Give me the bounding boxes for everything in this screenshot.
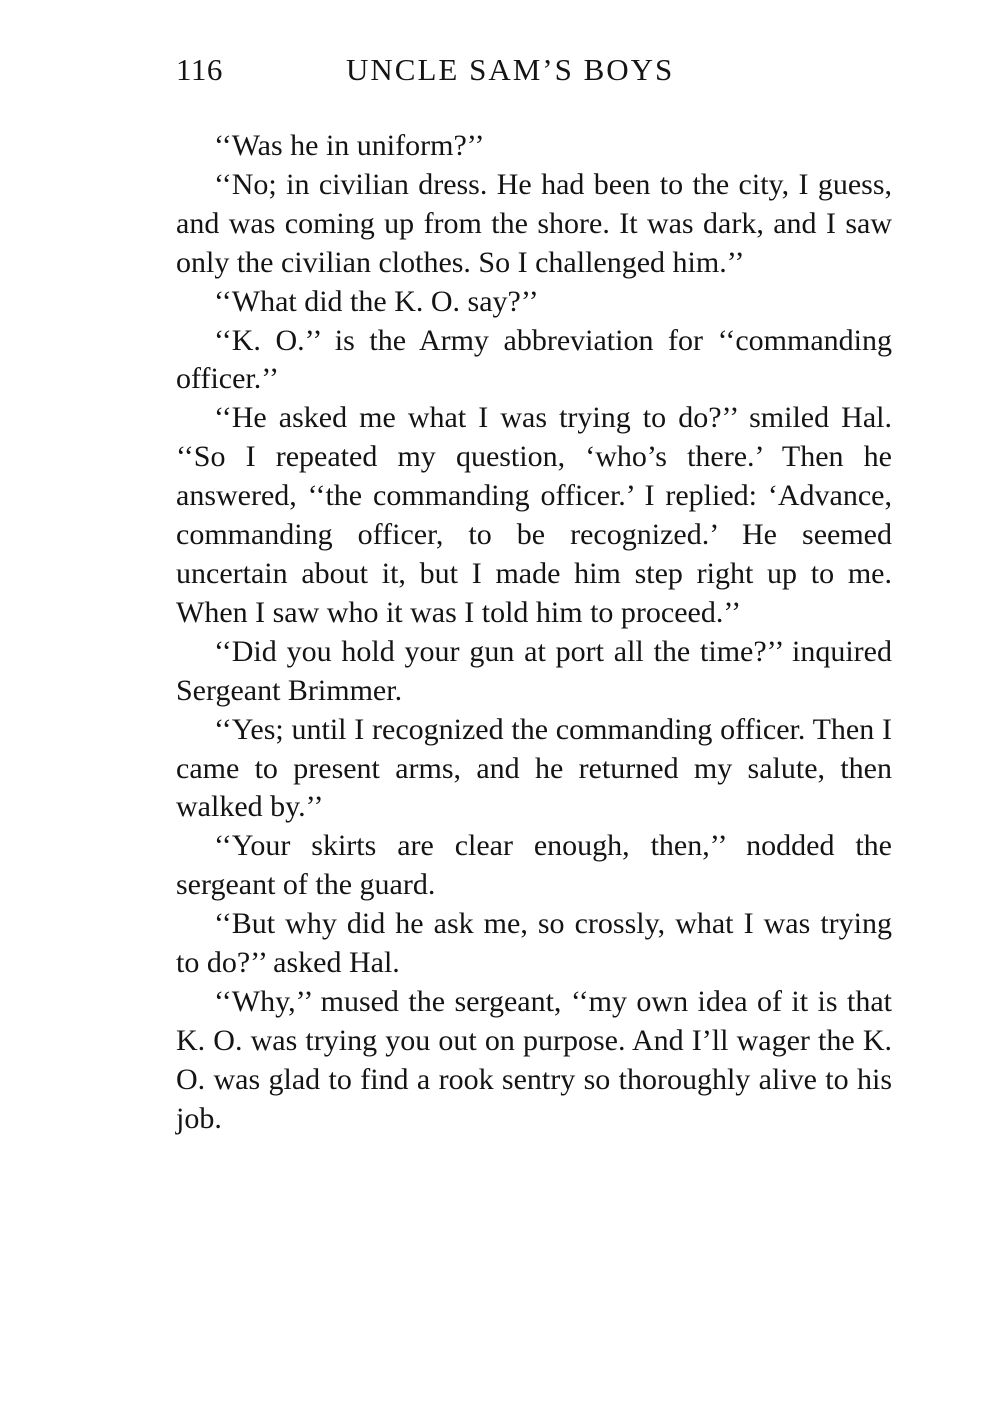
running-title: UNCLE SAM’S BOYS [346,52,675,87]
paragraph: ‘‘He asked me what I was trying to do?’’ smiled Hal. ‘‘So I repeated my question, ‘who’s there.’ Then he answered, ‘‘the commanding officer.’ I replied: ‘Advance, commanding officer, to be recognized.’ He seemed uncertain about it, but I made him step right up to me. When I saw who it was I told him to proceed.’’ [176,401,892,629]
body-text [176,127,892,1139]
page-header [176,50,896,90]
paragraph: ‘‘Did you hold your gun at port all the time?’’ inquired Sergeant Brimmer. [176,634,892,707]
paragraph: ‘‘But why did he ask me, so crossly, what I was trying to do?’’ asked Hal. [176,907,892,980]
paragraph: ‘‘K. O.’’ is the Army abbreviation for ‘‘commanding officer.’’ [176,323,892,396]
paragraph: ‘‘Yes; until I recognized the commanding officer. Then I came to present arms, and he returned my salute, then walked by.’’ [176,712,892,824]
paragraph: ‘‘Why,’’ mused the sergeant, ‘‘my own idea of it is that K. O. was trying you out on purpose. And I’ll wager the K. O. was glad to find a rook sentry so thoroughly alive to his job. [176,984,892,1135]
page-number: 116 [176,52,223,87]
paragraph: ‘‘Was he in uniform?’’ [214,129,485,162]
paragraph: ‘‘Your skirts are clear enough, then,’’ nodded the sergeant of the guard. [176,829,892,902]
paragraph: ‘‘No; in civilian dress. He had been to the city, I guess, and was coming up from the shore. It was dark, and I saw only the civilian clothes. So I challenged him.’’ [176,167,892,279]
paragraph: ‘‘What did the K. O. say?’’ [214,284,539,318]
